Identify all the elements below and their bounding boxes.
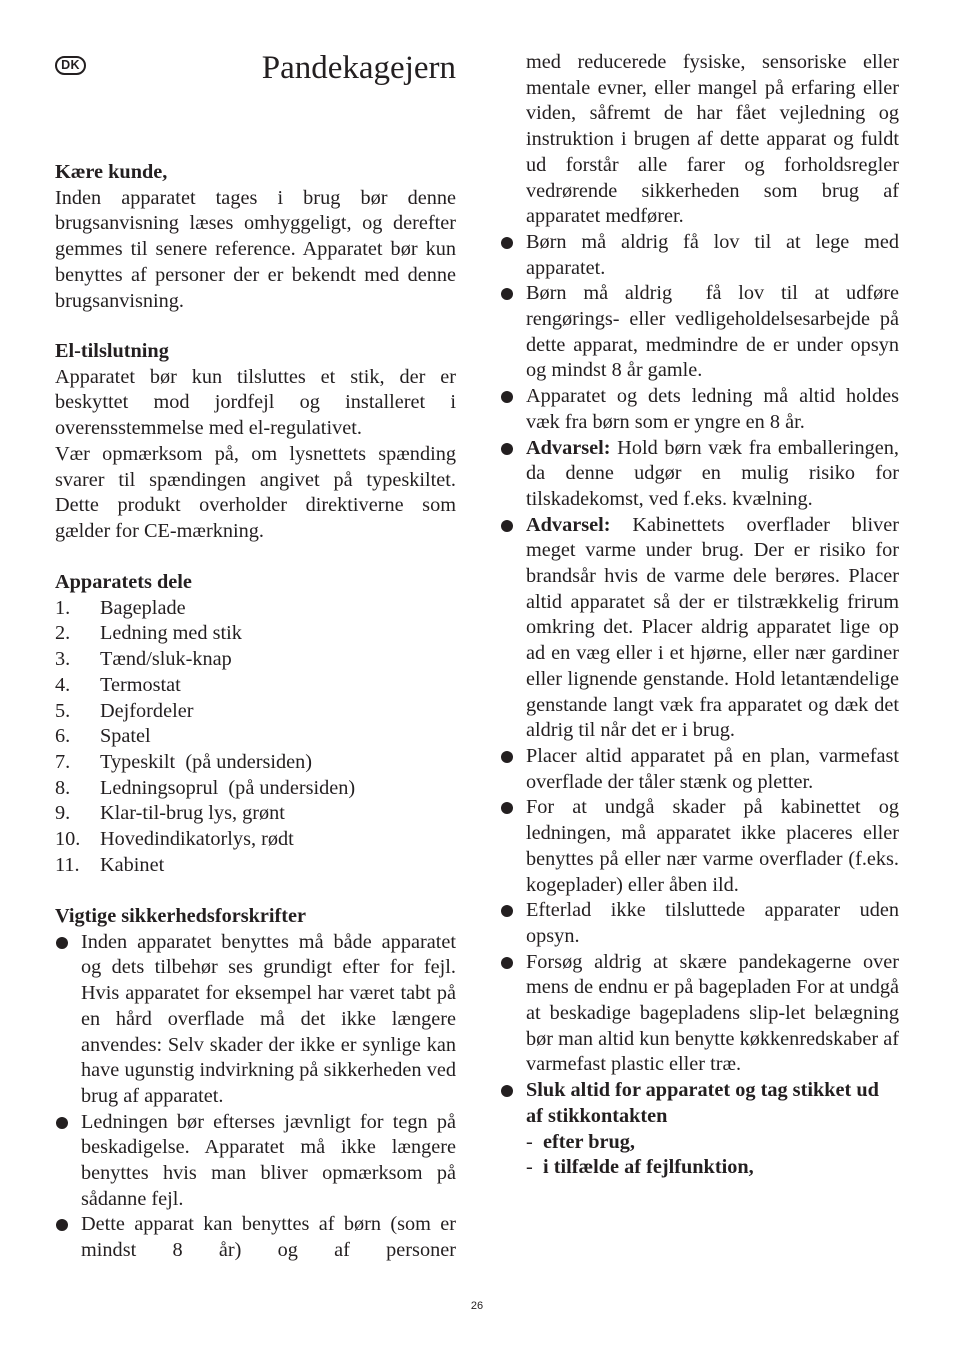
list-item <box>500 436 899 513</box>
bullet-icon <box>501 751 513 763</box>
list-item <box>500 513 899 744</box>
safety-continued <box>500 50 905 1181</box>
sub-item-text: efter brug, <box>543 1130 635 1153</box>
sub-dash: - <box>526 1156 533 1179</box>
bullet-icon <box>501 391 513 403</box>
parts-heading: Apparatets dele <box>55 571 192 593</box>
sub-dash: - <box>526 1130 533 1153</box>
list-item <box>55 1212 456 1263</box>
list-item <box>55 647 456 673</box>
list-item <box>55 853 456 879</box>
bullet-icon <box>56 937 68 949</box>
bullet-icon <box>56 1219 68 1231</box>
item-label: Typeskilt (på undersiden) <box>100 750 313 773</box>
item-text: Børn må aldrig få lov til at udføre rengørings- eller vedligeholdelsesarbejde på dette apparat, medmindre de er under opsyn og mindst 8 år gamle. <box>526 282 905 382</box>
item-number: 11. <box>55 853 80 876</box>
list-item <box>55 673 456 699</box>
item-label: Spatel <box>100 725 151 748</box>
sub-item-text: i tilfælde af fejlfunktion, <box>543 1156 754 1179</box>
page-title: Pandekagejern <box>261 50 456 86</box>
item-label: Tænd/sluk-knap <box>100 648 232 671</box>
warning-label: Advarsel: <box>526 436 611 459</box>
item-number: 4. <box>55 673 71 696</box>
item-text: med reducerede fysiske, sensoriske eller mentale evner, eller mangel på erfaring eller viden, såfremt de har fået vejledning og instruktion i brugen af dette apparat og fuldt ud forstår alle farer og forholdsregler vedrørende sikkerheden som brug af apparatet medfører. <box>526 51 899 228</box>
list-item <box>55 776 456 802</box>
list-item <box>55 699 456 725</box>
item-number: 8. <box>55 776 71 799</box>
list-item <box>500 795 899 898</box>
bullet-icon <box>501 443 513 455</box>
list-item <box>500 950 899 1079</box>
parts-list <box>55 596 456 879</box>
list-item <box>500 744 899 795</box>
electrical-paragraph: Apparatet bør kun tilsluttes et stik, der er beskyttet mod jordfejl og installeret i overensstemmelse med el-regulativet. <box>55 365 456 440</box>
list-item <box>55 750 456 776</box>
list-item <box>500 50 899 230</box>
item-label: Hovedindikatorlys, rødt <box>100 828 294 851</box>
item-text: Dette apparat kan benyttes af børn (som er mindst 8 år) og af personer <box>81 1213 456 1262</box>
bullet-icon <box>501 957 513 969</box>
sub-item <box>500 1130 899 1156</box>
item-number: 9. <box>55 802 71 825</box>
list-item <box>500 384 899 435</box>
item-number: 6. <box>55 725 71 748</box>
sub-item <box>500 1155 899 1181</box>
list-item <box>55 801 456 827</box>
list-item <box>55 827 456 853</box>
item-label: Klar-til-brug lys, grønt <box>100 802 285 825</box>
electrical-section <box>55 339 456 545</box>
item-text: Forsøg aldrig at skære pandekagerne over mens de endnu er på bagepladen For at undgå at beskadige bagepladens slip-let belægning bør man altid kun benytte køkkenredskaber af varmefast plastic eller træ. <box>526 950 899 1076</box>
electrical-heading: El-tilslutning <box>55 340 169 362</box>
bullet-icon <box>501 905 513 917</box>
language-badge: DK <box>55 56 86 75</box>
item-number: 10. <box>55 828 81 851</box>
item-text: For at undgå skader på kabinettet og ledningen, må apparatet ikke placeres eller benyttes på eller nær varme overflader (f.eks. kogeplader) eller åben ild. <box>526 796 899 896</box>
list-item <box>500 1078 899 1129</box>
item-number: 2. <box>55 622 71 645</box>
item-label: Dejfordeler <box>100 699 194 722</box>
item-text: Placer altid apparatet på en plan, varmefast overflade der tåler stænk og pletter. <box>526 744 899 793</box>
item-label: Ledningsoprul (på undersiden) <box>100 776 356 799</box>
warning-label: Advarsel: <box>526 513 611 536</box>
item-number: 1. <box>55 596 71 619</box>
item-label: Kabinet <box>100 853 165 876</box>
item-text: Børn må aldrig få lov til at lege med apparatet. <box>526 230 899 279</box>
item-text: Sluk altid for apparatet og tag stikket ud af stikkontakten <box>526 1079 879 1127</box>
item-text: Apparatet og dets ledning må altid holdes væk fra børn som er yngre en 8 år. <box>526 385 899 433</box>
item-text: Inden apparatet benyttes må både apparatet og dets tilbehør ses grundigt efter for fejl. Hvis apparatet for eksempel har været tabt på en hård overflade må det ikke længere anvendes: Selv skader der ikke er synlige kan have ugunstig indvirkning på sikkerheden ved brug af apparatet. <box>81 930 456 1107</box>
list-item <box>55 930 456 1110</box>
intro-section <box>55 160 456 314</box>
intro-text: Inden apparatet tages i brug bør denne brugsanvisning læses omhyggeligt, og derefter gemmes til senere reference. Apparatet bør kun benyttes af personer der er bekendt med denne brugsanvisning. <box>55 186 456 312</box>
intro-heading: Kære kunde, <box>55 161 168 183</box>
safety-section <box>55 904 456 1264</box>
bullet-icon <box>501 1085 513 1097</box>
list-item <box>55 724 456 750</box>
item-label: Termostat <box>100 673 181 696</box>
safety-list-continued <box>500 50 905 1130</box>
page-header <box>55 48 456 88</box>
list-item <box>55 621 456 647</box>
item-label: Ledning med stik <box>100 622 242 645</box>
bullet-icon <box>501 802 513 814</box>
parts-section <box>55 570 456 878</box>
item-number: 7. <box>55 750 71 773</box>
list-item <box>500 281 905 384</box>
safety-list <box>55 930 456 1264</box>
list-item <box>55 596 456 622</box>
safety-heading: Vigtige sikkerhedsforskrifter <box>55 905 307 927</box>
item-label: Bageplade <box>100 596 186 619</box>
item-text: Hold børn væk fra emballeringen, da denne udgør en mulig risiko for tilskadekomst, ved f.eks. kvælning. <box>526 436 899 510</box>
bullet-icon <box>56 1117 68 1129</box>
list-item <box>55 1110 456 1213</box>
item-text: Kabinettets overflader bliver meget varme under brug. Der er risiko for brandsår hvis de varme dele berøres. Placer altid apparatet så der er tilstrækkelig frirum omkring det. Placer aldrig apparatet lige op ad en væg eller i et hjørne, eller nær gardiner eller lignende genstande. Hold letantændelige genstande langt væk fra apparatet og dæk det aldrig til når det er i brug. <box>526 513 899 742</box>
item-text: Efterlad ikke tilsluttede apparater uden opsyn. <box>526 899 899 947</box>
bullet-icon <box>501 520 513 532</box>
page-number: 26 <box>470 1300 484 1312</box>
list-item <box>500 230 899 281</box>
bullet-icon <box>501 288 513 300</box>
electrical-paragraph: Vær opmærksom på, om lysnettets spænding svarer til spændingen angivet på typeskiltet. Dette produkt overholder direktiverne som gælder for CE-mærkning. <box>55 442 456 542</box>
list-item <box>500 898 899 949</box>
item-number: 5. <box>55 699 71 722</box>
bullet-icon <box>501 237 513 249</box>
item-text: Ledningen bør efterses jævnligt for tegn på beskadigelse. Apparatet må ikke længere benyttes hvis man bliver opmærksom på sådanne fejl. <box>81 1110 456 1210</box>
item-number: 3. <box>55 648 71 671</box>
